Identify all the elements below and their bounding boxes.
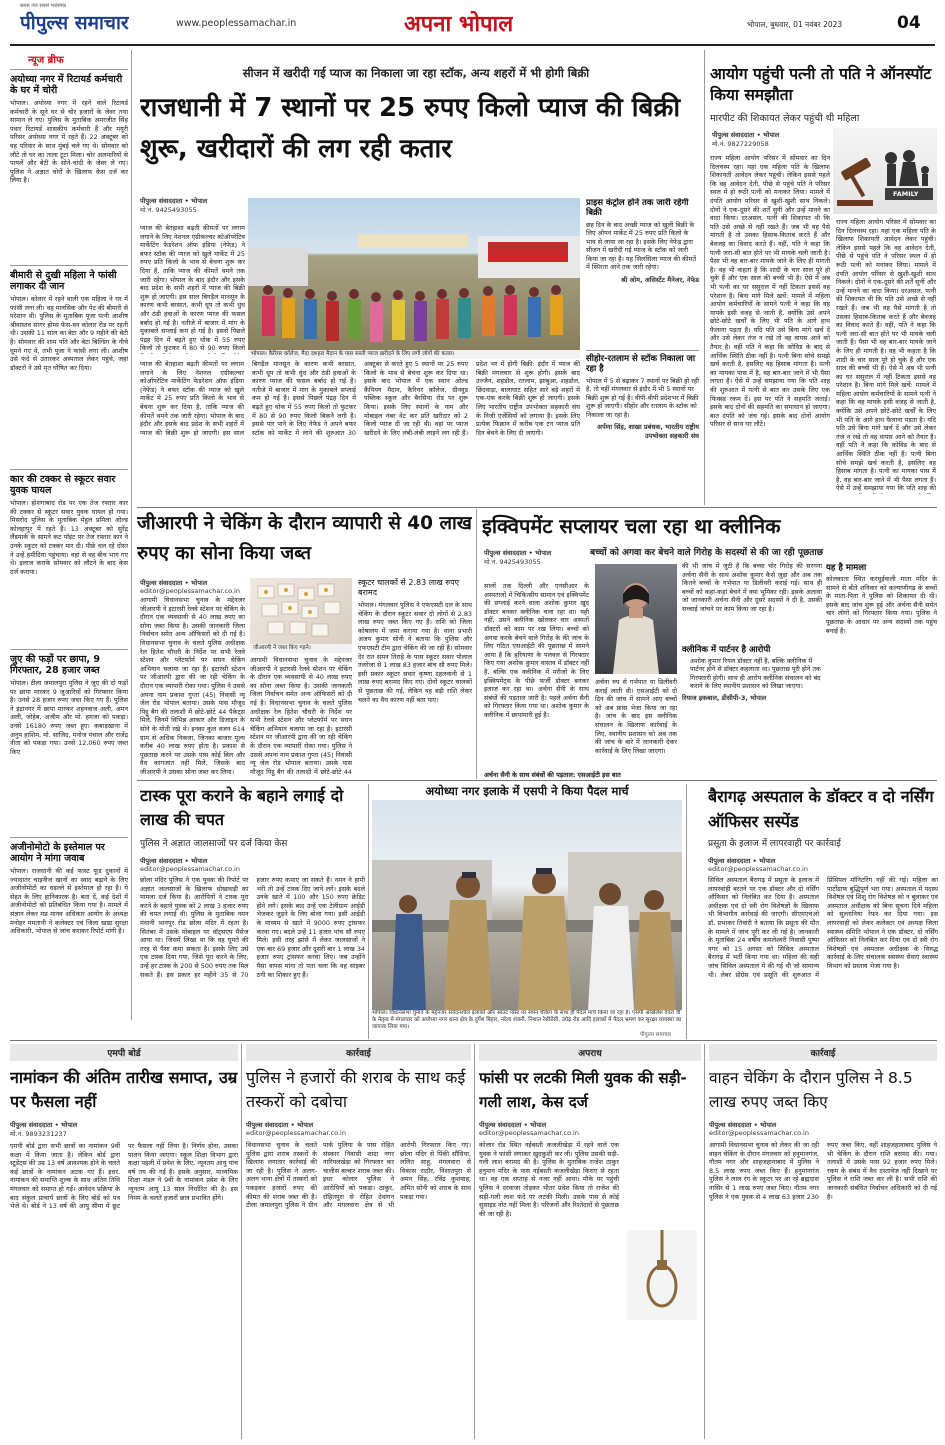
news-brief-label: न्यूज ब्रीफ — [10, 50, 128, 70]
masthead-tagline: सबसे तेज सबसे भरोसेमंद — [20, 3, 67, 9]
bottom-story-mpboard: एमपी बोर्ड नामांकन की अंतिम तारीख समाप्त, उम्र पर फैसला नहीं पीपुल्स संवाददाता • भोपाल मो.नं. 9893231237 एमपी बोर्ड द्वारा सभी छात्रों का नामांकन 9वीं कक्षा में किया जाता है। लेकिन बोर्ड द्वारा स्टूडेंट्स की उम्र 13 वर्ष आवश्यक होने के चलते कई छात्रों के नामांकन अटक गए हैं। इधर, नामांकन की समाप्ति शुल्क के साथ अंतिम तिथि मंगलवार को समाप्त हो गई। आवेदन प्रक्रिया के बाद संकुल प्राचार्य छात्रों के लिए बोर्ड को पत्र भेजे थे। बोर्ड ने 13 वर्ष की आयु सीमा में छूट पर फैसला नहीं लिया है। निर्णय होना, उसका पालन किया जाएगा। स्कूल शिक्षा विभाग द्वारा कक्षा पहली में प्रवेश के लिए, न्यूनतम आयु पांच वर्ष तय की गई है। इसके अनुसार, माध्यमिक शिक्षा मंडल ने 9वीं के नामांकन प्रवेश के लिए न्यूनतम आयु 13 साल निर्धारित की है। इस नियम के चलते हजारों छात्र प्रभावित होंगे। — [10, 1044, 238, 1439]
byline-email: editor@peoplessamachar.co.in — [140, 865, 240, 873]
seized-gold-photo — [250, 578, 352, 644]
box-body: कोलकाता स्थित करधुईवाली माता मंदिर के सामने से बीते शनिवार को कल्याणीगढ़ के बच्चों के माता-पिता ने पुलिस को शिकायत दी थी। इसके बाद जांच शुरू हुई और अर्चना सैनी समेत चार लोगों को गिरफ्तार किया गया। पुलिस ने पूछताछ के आधार पर अन्य सदस्यों तक पहुंच बनाई है। — [826, 575, 937, 635]
byline-name: पीपुल्स संवाददाता — [479, 1121, 522, 1129]
byline-place: भोपाल — [535, 549, 552, 557]
byline-mobile: मो.नं. 9827229058 — [712, 140, 769, 148]
brief-item — [10, 654, 128, 833]
commission-headline: आयोग पहुंची पत्नी तो पति ने ऑनस्पॉट किया समझौता — [710, 65, 932, 104]
bairagarh-body: सिविल अस्पताल बैरागढ़ में प्रसूता के इलाज में लापरवाही बरतने पर एक डॉक्टर और दो नर्सिंग ऑफिसर को निलंबित कर दिया है। अस्पताल अधीक्षक एवं दो स्त्री रोग विशेषज्ञों के खिलाफ भी विभागीय कार्रवाई की जाएगी। सीएमएचओ डॉ. प्रभाकर तिवारी ने बताया कि प्रसूता की मौत के मामले में जांच पूरी कर ली गई है। जानकारी के मुताबिक 24 वर्षीय कमलेश्वरी निवासी पुष्पा नगर को 15 अगस्त को सिविल अस्पताल बैरागढ़ में भर्ती किया गया था। महिला की सही जांच सिविल अस्पताल में की गई थी जो सामान्य थी। लेबर प्रोग्रेस एवं प्रसूति की शुरुआत में प्रिंसिपल मॉनिटरिंग नहीं की गई। महिला का पार्टोग्राफ बुद्धिपूर्ण भरा गया। अस्पताल में पदस्थ विशेषज्ञ एवं शिशु रोग विशेषज्ञ को न बुलाकर एवं अस्पताल अधीक्षक को बिना सूचना दिये महिला को सुल्तानिया रेफर कर दिया गया। इस लापरवाही को लेकर कलेक्टर एवं अध्यक्ष जिला स्वास्थ्य समिति भोपाल ने एक डॉक्टर, दो नर्सिंग ऑफिसर को निलंबित कर दिया एवं दो स्त्री रोग विशेषज्ञों एवं अस्पताल अधीक्षक के विरुद्ध कार्रवाई के लिए संचालक स्वास्थ्य सेवाएं स्वास्थ्य विभाग को प्रस्ताव भेजा गया है। — [708, 876, 938, 979]
clinic-side-body: की भी जांच में जुटी है कि बच्चा चोर गिरोह की सरगना अर्चना सैनी के साथ अशोक कुमार कैसे जुड़ा और अब तक कितने बच्चों के गर्भपात या डिलीवरी कराई गई। साथ ही बच्चों को कहां-कहां बेचने में क्या भूमिका रही। इसके अलावा जो जानकारी अर्चना सैनी और दूसरे सदस्यों ने दी है, उसकी सच्चाई जांचने पर काम किया जा रहा है। — [682, 562, 822, 613]
task-subhead: पुलिस ने अज्ञात जालसाजों पर दर्ज किया केस — [140, 839, 288, 849]
brief-item — [10, 74, 128, 261]
byline-place: भोपाल — [297, 1121, 314, 1129]
byline-place: भोपाल — [759, 857, 776, 865]
brief-body: भोपाल। राजधानी की कई फास्ट फूड दुकानों में ज्यादातर चाइनीज खानों का स्वाद बढ़ाने के लिए अजीनोमोटो का धड़ल्ले से इस्तेमाल हो रहा है। ये सेहत के लिए हानिकारक है। बता दें, कई देशों में अजीनोमोटो को प्रतिबंधित किया गया है। मामले में संज्ञान लेकर मप्र मानव अधिकार आयोग के अध्यक्ष मनोहर ममतानी ने कलेक्टर एवं जिला खाद्य सुरक्षा अधिकारी, भोपाल से जांच कराकर रिपोर्ट मांगी है। — [10, 867, 128, 936]
march-headline: अयोध्या नगर इलाके में एसपी ने किया पैदल मार्च — [425, 784, 629, 798]
brief-body: भोपाल। होशंगाबाद रोड पर एक तेज रफ्तार कार की टक्कर से स्कूटर सवार युवक घायल हो गया। मिसरोद पुलिस के मुताबिक मेहुल प्रमिला ओल्ड कोलहापुर में रहते हैं। 13 अक्टूबर को सुरेंद्र लैंडमार्क के सामने कट पॉइंट पर तेज रफ्तार कार ने उनके स्कूटर को टक्कर मार दी। पीछे चल रहे दोस्त ने उन्हें हमीदिया पहुंचाया। वहां से वह बीच भाग गए थे। इलाज कराके सोमवार को लौटने के बाद केस दर्ज कराया। — [10, 499, 128, 576]
box-body: भोपाल। मंगलवार पुलिस ने एफएसटी दल के साथ चेकिंग के दौरान स्कूटर सवार दो लोगों से 2.83 लाख रुपए जब्त किए गए हैं। राशि को जिला कोषालय में जमा कराया गया है। थाना प्रभारी अजय कुमार सोनी ने बताया कि पुलिस और एफएसटी टीम द्वारा चेकिंग की जा रही है। सोमवार देर रात समन तिराहे के पास स्कूटर सवार पोलाल तलरेजा से 1 लाख 83 हजार बांच सौ रुपए मिले। इसी प्रकार स्कूटर सवार कृष्णा दहलवानी से 1 लाख रुपए बरामद किए गए। दोनों स्कूटर चालकों से पूछताछ की गई, लेकिन वह बड़ी राशि लेकर चलने का वैध कारण नहीं बता पाए। — [358, 601, 472, 704]
byline-place: भोपाल — [61, 1121, 78, 1129]
grp-body-continued: आगामी विधानसभा चुनाव के मद्देनजर जीआरपी ने इटारसी रेलवे स्टेशन पर चेकिंग के दौरान एक व्यवसायी से 40 लाख रुपए का सोना जब्त किया है। उसकी जानकारी जिला निर्वाचन समेत अन्य ऑफिसरों को दी गई है। विधानसभा चुनाव के चलते पुलिस अधीक्षक रेल हितेश चौधरी के निर्देश पर सभी रेलवे स्टेशन और प्लेटफॉर्म पर सघन चेकिंग अभियान चलाया जा रहा है। इटारसी स्टेशन पर जीआरपी द्वारा की जा रही चेकिंग के दौरान एक व्यापारी रोका गया। पुलिस ने उससे अपना नाम प्रकाश गुप्ता (45) निवासी न्यू जेल रोड भोपाल बताया। उसके पास मौजूद पिट्ठू बैग की तलाशी में छोटे-छोटे 44 — [250, 656, 352, 776]
grp-photo-caption: जीआरपी ने जब्त किए गहने। — [250, 644, 352, 653]
bairagarh-byline: पीपुल्स संवाददाता • भोपाल editor@peoplessamachar.co.in — [708, 856, 818, 873]
bottom-story-liquor: कार्रवाई पुलिस ने हजारों की शराब के साथ कई तस्करों को दबोचा पीपुल्स संवाददाता • भोपाल editor@peoplessamachar.co.in विधानसभा चुनाव के चलते पुलिस द्वारा शराब तस्करों के खिलाफ लगातार कार्रवाई की जा रही है। पुलिस ने अलग-अलग थाना क्षेत्रों में तस्करों को पकड़कर हजारों रुपए की कीमत की शराब जब्त की है। टीला जमालपुरा पुलिस ने ग्रीन पार्क पुलिया के पास रोहित संस्कार निवासी शादा नगर नारियलखेड़ा को गिरफ्तार कर चालीस बल्कर शराब जब्त की। इधर कोलार पुलिस ने आरोपियों को पकड़ा। ठाकुर, रोहितपुरा से रोहित देवांगन और मंगलवारा क्षेत्र से भी आरोपी गिरफ्तार किए गए। छोला मंदिर से पिंकी सौंधिया, ललित साहू, मंगलवारा से विकास राठौर, निशातपुरा से अमन सिंह, रविंद्र कुशवाह, अमित सोनी को शराब के साथ पकड़ा गया। — [246, 1044, 471, 1439]
bottom-story-hanging: अपराध फांसी पर लटकी मिली युवक की सड़ी-गली लाश, केस दर्ज पीपुल्स संवाददाता • भोपाल editor@peoplessamachar.co.in कोलार रोड स्थित नईबस्ती कजलीखेड़ा में रहने वाले एक युवक ने फांसी लगाकर खुदकुशी कर ली। पुलिस उसकी सड़ी-गली लाश बरामद की है। पुलिस के मुताबिक राजेश ठाकुर हनुमान मंदिर के पास नईबस्ती कजलीखेड़ा किराए से रहता था। वह एक सप्ताह से नजर नहीं आया। मौके पर पहुंची पुलिस ने दरवाजा तोड़कर भीतर प्रवेश किया तो राजेश की सड़ी-गली लाश फंदे पर लटकी मिली। उसके पास से कोई सुसाइड नोट नहीं मिला है। परिजनों और रिश्तेदारों से पूछताछ की जा रही है। — [479, 1044, 701, 1439]
bottom-body: कोलार रोड स्थित नईबस्ती कजलीखेड़ा में रहने वाले एक युवक ने फांसी लगाकर खुदकुशी कर ली। पुलिस उसकी सड़ी-गली लाश बरामद की है। पुलिस के मुताबिक राजेश ठाकुर हनुमान मंदिर के पास नईबस्ती कजलीखेड़ा किराए से रहता था। वह एक सप्ताह से नजर नहीं आया। मौके पर पहुंची पुलिस ने दरवाजा तोड़कर भीतर प्रवेश किया तो राजेश की सड़ी-गली लाश फंदे पर लटकी मिली। उसके पास से कोई सुसाइड नोट नहीं मिला है। परिजनों और रिश्तेदारों से पूछताछ की जा रही है। — [479, 1141, 619, 1218]
byline-name: पीपुल्स संवाददाता — [140, 579, 183, 587]
task-headline: टास्क पूरा कराने के बहाने लगाई दो लाख की चपत — [140, 786, 344, 829]
onion-queue-illustration — [248, 198, 580, 350]
byline-name: पीपुल्स संवाददाता — [10, 1121, 53, 1129]
quote-text: छह दिन के बाद अच्छी प्याज को खुली बिक्री के लिए ओपन मार्केट में 25 रुपए प्रति किलो के भाव से लाया जा रहा है। इसके लिए नेफेड द्वारा सीजन में खरीदी गई प्याज के स्टॉक को जारी किया जा रहा है। यह सिलसिला प्याज की कीमतें में स्थिरता आने तक जारी रहेगा। — [586, 221, 697, 272]
clinic-body-2: अर्चना रुप से गर्भपात या डिलीवरी कराई जाती थी। एसआईटी को दो दिन की जांच में सामने आए बच्चों को अब फ्रांस भेजा किया जा रहा है। जांच के बाद इस क्लीनिक संचालन के खिलाफ कार्रवाई के लिए, स्थानीय प्रशासन को अब तक की जांच के बारे में जानकारी देकर कार्रवाई के लिए लिखा जाएगा। — [595, 678, 677, 755]
byline-place: भोपाल — [530, 1121, 547, 1129]
brief-title: अजीनोमोटो के इस्तेमाल पर आयोग ने मांगा जवाब — [10, 842, 105, 864]
bairagarh-subhead: प्रसूता के इलाज में लापरवाही पर कार्रवाई — [708, 839, 841, 849]
byline-contact: editor@peoplessamachar.co.in — [479, 1129, 579, 1137]
quote-attribution: रियाज इकबाल, डीसीपी-3, भोपाल — [682, 693, 767, 702]
grp-headline: जीआरपी ने चेकिंग के दौरान व्यापारी से 40 लाख रुपए का सोना किया जब्त — [137, 513, 472, 564]
box-title: क्लीनिक में पार्टनर है आरोपी — [682, 645, 771, 655]
byline-name: पीपुल्स संवाददाता — [246, 1121, 289, 1129]
section-title: अपना भोपाल — [404, 12, 514, 37]
bottom-headline: नामांकन की अंतिम तारीख समाप्त, उम्र पर फैसला नहीं — [10, 1068, 238, 1111]
byline-name: पीपुल्स संवाददाता — [712, 131, 755, 139]
bairagarh-headline: बैरागढ़ अस्पताल के डॉक्टर व दो नर्सिंग ऑफिसर सस्पेंड — [708, 787, 934, 831]
bottom-body: विधानसभा चुनाव के चलते पुलिस द्वारा शराब तस्करों के खिलाफ लगातार कार्रवाई की जा रही है। पुलिस ने अलग-अलग थाना क्षेत्रों में तस्करों को पकड़कर हजारों रुपए की कीमत की शराब जब्त की है। टीला जमालपुरा पुलिस ने ग्रीन पार्क पुलिया के पास रोहित संस्कार निवासी शादा नगर नारियलखेड़ा को गिरफ्तार कर चालीस बल्कर शराब जब्त की। इधर कोलार पुलिस ने आरोपियों को पकड़ा। ठाकुर, रोहितपुरा से रोहित देवांगन और मंगलवारा क्षेत्र से भी आरोपी गिरफ्तार किए गए। छोला मंदिर से पिंकी सौंधिया, ललित साहू, मंगलवारा से विकास राठौर, निशातपुरा से अमन सिंह, रविंद्र कुशवाह, अमित सोनी को शराब के साथ पकड़ा गया। — [246, 1141, 471, 1210]
bottom-headline: पुलिस ने हजारों की शराब के साथ कई तस्करों को दबोचा — [246, 1068, 466, 1111]
byline-contact: editor@peoplessamachar.co.in — [709, 1129, 809, 1137]
dateline: भोपाल, बुधवार, 01 नवंबर 2023 — [747, 20, 843, 29]
onion-kicker: सीजन में खरीदी गई प्याज का निकाला जा रहा स्टॉक, अन्य शहरों में भी होगी बिक्री — [242, 66, 590, 80]
byline-email: editor@peoplessamachar.co.in — [708, 865, 808, 873]
box-title: यह है मामला — [826, 563, 867, 573]
byline-place: भोपाल — [191, 197, 208, 205]
quote-attribution: श्री ओम, असिस्टेंट मैनेजर, नेफेड — [620, 276, 699, 285]
commission-subhead: मारपीट की शिकायत लेकर पहुंची थी महिला — [710, 113, 860, 124]
march-photo-credit: पीपुल्स समाचार — [640, 1032, 672, 1038]
grp-box — [358, 578, 472, 776]
commission-body-continued: राज्य महिला आयोग परिसर में सोमवार का दिन दिलचस्प रहा। यहां एक महिला पति के खिलाफ शिकायती आवेदन लेकर पहुंची। लेकिन इससे पहले कि वह आवेदन देती, पीछे से पहुंचे पति ने परिसर स्थल में हो रूठी पत्नी को मनाकर लिया। मामले में दंपति आयोग परिसर से खुशी-खुशी साथ निकले। दोनों ने एक-दूसरे की शर्तें सुनीं और उन्हें मानने का वादा किया। दरअसल, पत्नी की शिकायत थी कि पति उसे अच्छे से नहीं रखते हैं। जब भी वह पैसे मांगती है तो उसका हिसाब-किताब करते हैं और बेवजह का विवाद करते हैं। वहीं, पति ने कहा कि पत्नी जरा-सी बात होते पर भी मायके चली जाती है। पैसा भी वह बार-बार मायके जाने के लिए ही मांगती है। वह भी कहता है कि शादी के चार साल पूरे हो चुके हैं और एक साल की बच्ची भी है। ऐसे में अब भी पत्नी का घर ससुराल में नहीं टिकता इससे वह परेशान है। बिना मांगे मिले खर्चे: मामले में महिला आयोग कर्मचारियों के सामने पत्नी ने कहा कि वह मायके इसी वजह से जाती है, क्योंकि उसे अपने छोटे-छोटे खर्चों के लिए भी पति के आगे हाथ फैलाना पड़ता है। यदि पति उसे बिना मांगे खर्च दें और उसे लेकर तंज न रखे तो वह वापस आने को तैयार है। वहीं पति ने कहा कि कोविड के बाद से आर्थिक स्थिति ठीक नहीं है। पत्नी बिना सोचे समझे खर्च करती है, इसलिए वह हिसाब मांगता है। पत्नी का मायका पास में है, वह बार-बार जाने में भी पैसा लगता है। ऐसे में उन्हें समझाया गया कि पति शाह की — [836, 218, 936, 493]
byline-place: भोपाल — [191, 579, 208, 587]
onion-byline: पीपुल्स संवाददाता • भोपाल मो.नं. 9425493055 — [140, 196, 245, 214]
bottom-headline: वाहन चेकिंग के दौरान पुलिस ने 8.5 लाख रुपए जब्त किए — [709, 1069, 913, 1111]
byline-contact: editor@peoplessamachar.co.in — [246, 1129, 346, 1137]
onion-quote-box — [586, 198, 699, 344]
section-tag: अपराध — [479, 1044, 701, 1061]
clinic-box-2 — [682, 644, 822, 776]
page-number: 04 — [897, 13, 921, 33]
graphic-label: FAMILY — [893, 190, 919, 198]
brief-body: भोपाल। कोलार में रहने वाली एक महिला ने घर में फांसी लगा ली। वह मानसिक और पेट की बीमारी से परेशान थी। पुलिस के मुताबिक पूजा पत्नी आशीष श्रीवास्तव सागर होम्स फेस-वन कोलार रोड पर रहती थी। उसकी 11 साल का बेटा और 9 महीने की बेटी है। सोमवार की शाम पति और बेटा बिल्डिंग के नीचे घूमने गए थे, तभी पूजा ने फांसी लगा ली। आशीष उसे फंदे से उतारकर अस्पताल लेकर पहुंचे, जहां डॉक्टरों ने उसे मृत घोषित कर दिया। — [10, 295, 128, 372]
task-body: छोला मंदिर पुलिस ने एक युवक की रिपोर्ट पर अज्ञात जालसाजों के खिलाफ धोखाधड़ी का मामला दर्ज किया है। आरोपियों ने टास्क पूरा करने के बहाने युवक को 2 लाख 3 हजार रुपए की चपत लगाई थी। पुलिस के मुताबिक नमन मंधानी भानपुर रोड छोला मंदिर में रहता है। सितंबर में उसके मोबाइल पर वॉट्सएप मैसेज आया था। जिसमें लिखा था कि वह घूमते की तरह से पैसा कमा सकता है। इसके लिए उसे एक टास्क दिया गया, जिसे पूरा करने के लिए, उन्हें हर टास्क के 200 से 500 रुपए तक मिल सकते हैं। इस प्रकार हर महीने 35 से 70 हजार रुपए कमाए जा सकते हैं। नमन ने हामी भरी तो उन्हें टास्क दिए जाने लगे। इसके बदले उनके खाते में 100 और 150 रुपए क्रेडिट होने लगे। इसके बाद उन्हें एक टेलीग्राम आईडी भेजकर जुड़ने के लिए बोला गया। इसी आईडी के माध्यम से खाते में 9000 रुपए ट्रांसफर करवा गए। बदले उन्हें 11 हजार पांच सौ रुपए मिले। इसी तरह झांसे में लेकर जालसाजों ने एक बार 69 हजार और दूसरी बार 1 लाख 34 हजार रुपए ट्रांसफर करवा लिए। जब उन्होंने पैसा वापस मांगा तो पता चला कि वह साइबर ठगी का शिकार हुए हैं। — [140, 876, 365, 979]
clinic-body: सालों तक दिल्ली और एनसीआर के अस्पतालों में चिकित्सीय सामान एवं इक्विपमेंट की सप्लाई करने वाला अशोक कुमार खुद डॉक्टर बनकर क्लीनिक चला रहा था। यही नहीं, उसने क्लीनिक खोलकर चार अस्पतों डॉक्टरों को काम पर रख लिया। बच्चों को अगवा करके बेचने वाले गिरोह के की जांच के लिए गठित एसआईटी की पूछताछ में सामने आया है कि हरियाणा के पलवल से गिरफ्तार किए गया अशोक कुमार वास्तव में डॉक्टर नहीं है, बल्कि एक क्लीनिक में मरीजों के लिए इक्विपमेंट्स के पीछे फर्जी डॉक्टर बनकर इलाज कर रहा था। अर्चना सैनी के साथ संबंधों की पड़ताल जारी है। पहले अर्चना सैनी को गिरफ्तार किया गया था। अशोक कुमार के क्लीनिक में छापामारी हुई है। — [484, 582, 589, 719]
onion-photo-caption: भोपाल। कैरियर कॉलेज, मैदा दशहरा मैदान के पास सस्ती प्याज खरीदने के लिए लगी लोगों की कतार। — [248, 350, 580, 359]
onion-queue-photo — [248, 198, 580, 350]
byline-name: पीपुल्स संवाददाता — [708, 857, 751, 865]
accused-woman-photo — [595, 564, 677, 674]
noose-icon — [627, 1230, 697, 1320]
brief-item — [10, 842, 128, 997]
accused-silhouette — [595, 564, 677, 674]
box-title: स्कूटर चालकों से 2.83 लाख रुपए बरामद — [358, 578, 460, 597]
onion-quote-box — [586, 350, 699, 505]
byline-place: भोपाल — [763, 131, 780, 139]
commission-byline: पीपुल्स संवाददाता • भोपाल मो.नं. 9827229058 — [712, 130, 827, 148]
bottom-story-vehicle: कार्रवाई वाहन चेकिंग के दौरान पुलिस ने 8.5 लाख रुपए जब्त किए पीपुल्स संवाददाता • भोपाल editor@peoplessamachar.co.in आगामी विधानसभा चुनाव को लेकर की जा रही वाहन चेकिंग के दौरान मंगलवार को हनुमानगंज, गौतम नगर और शाहजहानाबाद में पुलिस ने 8.5 लाख रुपए जब्त किए हैं। हनुमानगंज पुलिस ने लाल रंग के स्कूटर पर आ रहे ब्रह्मदास नासिर से 1 लाख रुपए जब्त किए। गौतम नगर पुलिस ने एक युवक से 4 लाख 63 हजार 230 रुपए जब्त किए, वहीं शाहजहानाबाद पुलिस ने भी चेकिंग के दौरान राशि बरामद की। गया। तलाशी में उसके पास 92 हजार रुपए मिले। रकम के संबंध में वैध दस्तावेज नहीं दिखाने पर पुलिस ने राशि जब्त कर ली है। सभी राशि की जानकारी संबंधित निर्वाचन अधिकारी को दी गई है। — [709, 1044, 937, 1439]
quote-headline: सीहोर-रतलाम से स्टॉक निकाला जा रहा है — [586, 354, 696, 374]
quote-attribution: अर्पणा सिंह, शाखा प्रबंधक, भारतीय राष्ट्रीय उपभोक्ता सहकारी संघ — [597, 423, 699, 441]
bottom-body: आगामी विधानसभा चुनाव को लेकर की जा रही वाहन चेकिंग के दौरान मंगलवार को हनुमानगंज, गौतम नगर और शाहजहानाबाद में पुलिस ने 8.5 लाख रुपए जब्त किए हैं। हनुमानगंज पुलिस ने लाल रंग के स्कूटर पर आ रहे ब्रह्मदास नासिर से 1 लाख रुपए जब्त किए। गौतम नगर पुलिस ने एक युवक से 4 लाख 63 हजार 230 रुपए जब्त किए, वहीं शाहजहानाबाद पुलिस ने भी चेकिंग के दौरान राशि बरामद की। गया। तलाशी में उसके पास 92 हजार रुपए मिले। रकम के संबंध में वैध दस्तावेज नहीं दिखाने पर पुलिस ने राशि जब्त कर ली है। सभी राशि की जानकारी संबंधित निर्वाचन अधिकारी को दी गई है। — [709, 1141, 937, 1201]
clinic-box — [826, 562, 937, 776]
section-tag: एमपी बोर्ड — [10, 1044, 238, 1061]
jewellery-packets — [250, 578, 352, 644]
byline-name: पीपुल्स संवाददाता — [140, 197, 183, 205]
clinic-byline: पीपुल्स संवाददाता • भोपाल मो.नं. 9425493055 — [484, 548, 589, 566]
police-march-photo — [372, 800, 682, 1010]
byline-mobile: मो.नं. 9425493055 — [140, 206, 197, 214]
masthead — [0, 0, 945, 44]
commission-body: राज्य महिला आयोग परिसर में सोमवार का दिन दिलचस्प रहा। यहां एक महिला पति के खिलाफ शिकायती आवेदन लेकर पहुंची। लेकिन इससे पहले कि वह आवेदन देती, पीछे से पहुंचे पति ने परिसर स्थल में हो रूठी पत्नी को मनाकर लिया। मामले में दंपति आयोग परिसर से खुशी-खुशी साथ निकले। दोनों ने एक-दूसरे की शर्तें सुनीं और उन्हें मानने का वादा किया। दरअसल, पत्नी की शिकायत थी कि पति उसे अच्छे से नहीं रखते हैं। जब भी वह पैसे मांगती है तो उसका हिसाब-किताब करते हैं और बेवजह का विवाद करते हैं। वहीं, पति ने कहा कि पत्नी जरा-सी बात होते पर भी मायके चली जाती है। पैसा भी वह बार-बार मायके जाने के लिए ही मांगती है। वह भी कहता है कि शादी के चार साल पूरे हो चुके हैं और एक साल की बच्ची भी है। ऐसे में अब भी पत्नी का घर ससुराल में नहीं टिकता इससे वह परेशान है। बिना मांगे मिले खर्चे: मामले में महिला आयोग कर्मचारियों के सामने पत्नी ने कहा कि वह मायके इसी वजह से जाती है, क्योंकि उसे अपने छोटे-छोटे खर्चों के लिए भी पति के आगे हाथ फैलाना पड़ता है। यदि पति उसे बिना मांगे खर्च दें और उसे लेकर तंज न रखे तो वह वापस आने को तैयार है। वहीं पति ने कहा कि कोविड के बाद से आर्थिक स्थिति ठीक नहीं है। पत्नी बिना सोचे समझे खर्च करती है, इसलिए वह हिसाब मांगता है। पत्नी का मायका पास में है, वह बार-बार जाने में भी पैसा लगता है। ऐसे में उन्हें समझाया गया कि पति शाह की शुरुआत में पत्नी से बात कर उसके लिए एक फिक्स्ड रकम दें। इस पर पति ने सहमति जताई। इसके बाद दोनों की सहमति का समाधान हो जाएगा। बात दंपति को जंच गई। इसके बाद दोनों आयोग परिसर से साथ घर लौटे। — [710, 154, 830, 429]
brief-title: जुए की फड़ों पर छापा, 9 गिरफ्तार, 28 हजार जब्त — [10, 654, 100, 676]
clinic-subhead: बच्चों को अगवा कर बेचने वाले गिरोह के सदस्यों से की जा रही पूछताछ — [590, 548, 824, 558]
brief-body: भोपाल। टीला जमालपुरा पुलिस ने जुए की दो फड़ों पर छापा मारकर 9 जुआरियों को गिरफ्तार किया है। उनसे 28 हजार रुपए जब्त किए गए हैं। पुलिस ने इंद्रानगर में छापा मारकर शहनवाज अली, अमन अली, जोहेब, अजीम और मो. हमजा को पकड़ा। उनसे 16180 रुपए जब्त हुए। कबाड़खाना में अनुप हाशिम, मो. साजिद, मनोज पंचाल और राजेंद्र नीता को पकड़ा गया। उनसे 12,060 रुपए जब्त किए — [10, 679, 128, 756]
grp-byline: पीपुल्स संवाददाता • भोपाल editor@peoplessamachar.co.in — [140, 579, 240, 595]
brief-item — [10, 474, 128, 645]
byline-name: पीपुल्स संवाददाता — [140, 857, 183, 865]
bottom-headline: फांसी पर लटकी मिली युवक की सड़ी-गली लाश, केस दर्ज — [479, 1069, 687, 1111]
onion-body: प्याज की बेतहाशा बढ़ती कीमतों पर लगाम लगाने के लिए नेशनल एग्रीकल्चर कोऑपरेटिव मार्केटिंग फेडरेशन ऑफ इंडिया (नेफेड) ने बफर स्टॉक की प्याज को खुले मार्केट में 25 रुपए प्रति किलो के भाव से बेचना शुरू कर दिया है, ताकि प्याज की कीमतें थमने तक जारी रहेगा। भोपाल के बाद इंदौर और इसके बाद प्रदेश के सभी शहरों में प्याज की बिक्री शुरू हो जाएगी। इस साल बिगड़ैल मानसून के कारण कभी बरसात, कभी धूप तो कभी धुंध और ठंडी हवाओं के कारण प्याज की फसल बर्बाद हो गई है। नतीजे में बाजार में मांग के मुकाबले सप्लाई कम हो गई है। इससे पिछले पंद्रह दिन में बढ़ते हुए थोक में 55 रुपए किलो तो फुटकर में 80 से 90 रुपए किलो — [140, 224, 245, 353]
brief-title: कार की टक्कर से स्कूटर सवार युवक घायल — [10, 474, 116, 496]
byline-name: पीपुल्स संवाददाता — [484, 549, 527, 557]
byline-email: editor@peoplessamachar.co.in — [140, 587, 240, 595]
byline-name: पीपुल्स संवाददाता — [709, 1121, 752, 1129]
family-dispute-graphic — [833, 128, 937, 214]
newspaper-logo: पीपुल्स समाचार — [20, 12, 129, 34]
task-byline: पीपुल्स संवाददाता • भोपाल editor@peoplessamachar.co.in — [140, 856, 245, 873]
news-brief-column — [10, 50, 128, 1020]
byline-mobile: मो.नं. 9425493055 — [484, 558, 541, 566]
section-tag: कार्रवाई — [709, 1044, 937, 1061]
grp-body: आगामी विधानसभा चुनाव के मद्देनजर जीआरपी ने इटारसी रेलवे स्टेशन पर चेकिंग के दौरान एक व्यवसायी से 40 लाख रुपए का सोना जब्त किया है। उसकी जानकारी जिला निर्वाचन समेत अन्य ऑफिसरों को दी गई है। विधानसभा चुनाव के चलते पुलिस अधीक्षक रेल हितेश चौधरी के निर्देश पर सभी रेलवे स्टेशन और प्लेटफॉर्म पर सघन चेकिंग अभियान चलाया जा रहा है। इटारसी स्टेशन पर जीआरपी द्वारा की जा रही चेकिंग के दौरान एक व्यापारी रोका गया। पुलिस ने उससे अपना नाम प्रकाश गुप्ता (45) निवासी न्यू जेल रोड भोपाल बताया। उसके पास मौजूद पिट्ठू बैग की तलाशी में छोटे-छोटे 44 पैकेट्स मिले, जिनमें विभिन्न आकार और डिजाइन के सोने के मोती रखे थे। इनका कुल वजन 614 ग्राम से अधिक निकला, जिनका बाजार मूल्य करीब 40 लाख रुपए होता है। प्रकाश से पूछताछ करने पर उसके पास कोई बिल और वैध कागजात नहीं मिले, जिसके बाद जीआरपी ने उसका सोना जब्त कर लिया। — [140, 596, 245, 776]
brief-title: अयोध्या नगर में रिटायर्ड कर्मचारी के घर में चोरी — [10, 74, 123, 96]
onion-body-continued: प्याज की बेतहाशा बढ़ती कीमतों पर लगाम लगाने के लिए नेशनल एग्रीकल्चर कोऑपरेटिव मार्केटिंग फेडरेशन ऑफ इंडिया (नेफेड) ने बफर स्टॉक की प्याज को खुले मार्केट में 25 रुपए प्रति किलो के भाव से बेचना शुरू कर दिया है, ताकि प्याज की कीमतें थमने तक जारी रहेगा। भोपाल के बाद इंदौर और इसके बाद प्रदेश के सभी शहरों में प्याज की बिक्री शुरू हो जाएगी। इस साल बिगड़ैल मानसून के कारण कभी बरसात, कभी धूप तो कभी धुंध और ठंडी हवाओं के कारण प्याज की फसल बर्बाद हो गई है। नतीजे में बाजार में मांग के मुकाबले सप्लाई कम हो गई है। इससे पिछले पंद्रह दिन में बढ़ते हुए थोक में 55 रुपए किलो तो फुटकर में 80 से 90 रुपए किलो बिकने लगी है। इससे पार पाने के लिए नेफेड ने अपने बफर स्टॉक को मार्केट में लाने की शुरुआत 30 अक्टूबर से करते हुए 5 स्थानों पर 25 रुपए किलो के भाव से बेचना शुरू कर दिया था। इसके बाद भोपाल में एक स्थान ओल्ड कैंपियन मैदान, कैरियर कॉलेज, ग्रीनवुड पब्लिक स्कूल और बैरसिया रोड पर शुरू किया। इसके लिए स्थानों के नाम और मोबाइल नंबर वेट कर प्रति खरीदार को 2 किलो प्याज दी जा रही थी। वहां पर प्याज खरीदने के लिए लंबी-लंबी लाइनें लग रही हैं। प्रदेश भर में होगी बिक्री: इंदौर में प्याज की बिक्री मंगलवार से शुरू होगी। इसके बाद उज्जैन, शहडोल, रतलाम, झाबुआ, शहडोल, छिंदवाड़ा, बालाघाट सहित सारे बड़े शहरों में एक-एक करके बिक्री शुरू हो जाएगी। इसके लिए भारतीय राष्ट्रीय उपभोक्ता सहकारी संघ के निजी एजेंसियों को लगाया है। इसके लिए प्रत्येक फिक्रान में करीब एक टन प्याज प्रति दिन बेचने के लिए दी जाएगी। — [140, 360, 580, 437]
website-url[interactable]: www.peoplessamachar.in — [176, 18, 297, 29]
onion-headline: राजधानी में 7 स्थानों पर 25 रुपए किलो प्याज की बिक्री शुरू, खरीदारों की लग रही कतार — [140, 93, 681, 164]
clinic-headline: इक्विपमेंट सप्लायर चला रहा था क्लीनिक — [482, 514, 781, 538]
march-photo-caption: भोपाल। विधानसभा चुनाव के मद्देनजर संवेदनशील इलाकों और आउट पोस्ट पर सघन चेकिंग के साथ ही पैदल मार्च किया जा रहा है। एसपी अखिलेश देवरा वी के नेतृत्व में मंगलवार को अयोध्या नगर थाना क्षेत्र के दुर्गेश बिहार, नरेला शंकरी, निशात रेसीडेंसी, उंघेढ़ रोड आदि इलाकों में पैदल भ्रमण कर सुरक्षा व्यवस्था का जायजा लिया गया। — [372, 1010, 682, 1030]
box-body: अशोक कुमार रियल डॉक्टर नहीं है, बल्कि क्लीनिक में पार्टनर होने से डॉक्टर कहलाता था। पूछताछ पूरी होने तक गिरफ्तारी होगी। साथ ही आरोप क्लीनिक संचालन को बंद कराने के लिए स्थानीय प्रशासन को लिखा जाएगा। — [690, 657, 821, 691]
brief-title: बीमारी से दुखी महिला ने फांसी लगाकर दी जान — [10, 270, 117, 292]
bottom-body: एमपी बोर्ड द्वारा सभी छात्रों का नामांकन 9वीं कक्षा में किया जाता है। लेकिन बोर्ड द्वारा स्टूडेंट्स की उम्र 13 वर्ष आवश्यक होने के चलते कई छात्रों के नामांकन अटक गए हैं। इधर, नामांकन की समाप्ति शुल्क के साथ अंतिम तिथि मंगलवार को समाप्त हो गई। आवेदन प्रक्रिया के बाद संकुल प्राचार्य छात्रों के लिए बोर्ड को पत्र भेजे थे। बोर्ड ने 13 वर्ष की आयु सीमा में छूट पर फैसला नहीं लिया है। निर्णय होना, उसका पालन किया जाएगा। स्कूल शिक्षा विभाग द्वारा कक्षा पहली में प्रवेश के लिए, न्यूनतम आयु पांच वर्ष तय की गई है। इसके अनुसार, माध्यमिक शिक्षा मंडल ने 9वीं के नामांकन प्रवेश के लिए न्यूनतम आयु 13 साल निर्धारित की है। इस नियम के चलते हजारों छात्र प्रभावित होंगे। — [10, 1142, 238, 1211]
byline-contact: मो.नं. 9893231237 — [10, 1130, 67, 1138]
police-officers-illustration — [372, 800, 682, 1010]
byline-place: भोपाल — [191, 857, 208, 865]
byline-place: भोपाल — [760, 1121, 777, 1129]
brief-body: भोपाल। अयोध्या नगर में रहने वाले रिटायर्ड कर्मचारी के सूने घर से चोर हजारों के जेवर तथा सामान ले गए। पुलिस के मुताबिक अमरजीत सिंह पवार रिटायर्ड शासकीय कर्मचारी हैं और मयूरी परिसर अयोध्या नगर में रहते हैं। 22 अक्टूबर को वह परिवार के साथ मुंबई चले गए थे। सोमवार को लौटे तो घर का ताला टूटा मिला। चोर अलमारियों से पायलें और बेटी के सोने-चांदी के जेवर ले गए। पुलिस ने अज्ञात चोरों के खिलाफ केस दर्ज कर लिया है। — [10, 99, 128, 185]
clinic-photo-caption: अर्चना सैनी के साथ संबंधों की पड़ताल: एसआईटी इस बात — [484, 771, 621, 779]
quote-headline: प्राइस कंट्रोल होने तक जारी रहेगी बिक्री — [586, 198, 689, 218]
noose-image — [627, 1230, 697, 1320]
gavel-family-icon — [833, 128, 937, 214]
section-tag: कार्रवाई — [246, 1044, 471, 1061]
quote-text: भोपाल में 5 से बढ़ाकर 7 स्थानों पर बिक्री हो रही है, तो वहीं मंगलवार से इंदौर में भी 5 स्थानों पर बिक्री शुरू हो गई है। वीपी-वीपी प्रदेशभर में बिक्री शुरू हो जाएगी। सीहोर और रतलाम के स्टॉक को निकाला जा रहा है। — [586, 377, 699, 419]
brief-item — [10, 270, 128, 465]
